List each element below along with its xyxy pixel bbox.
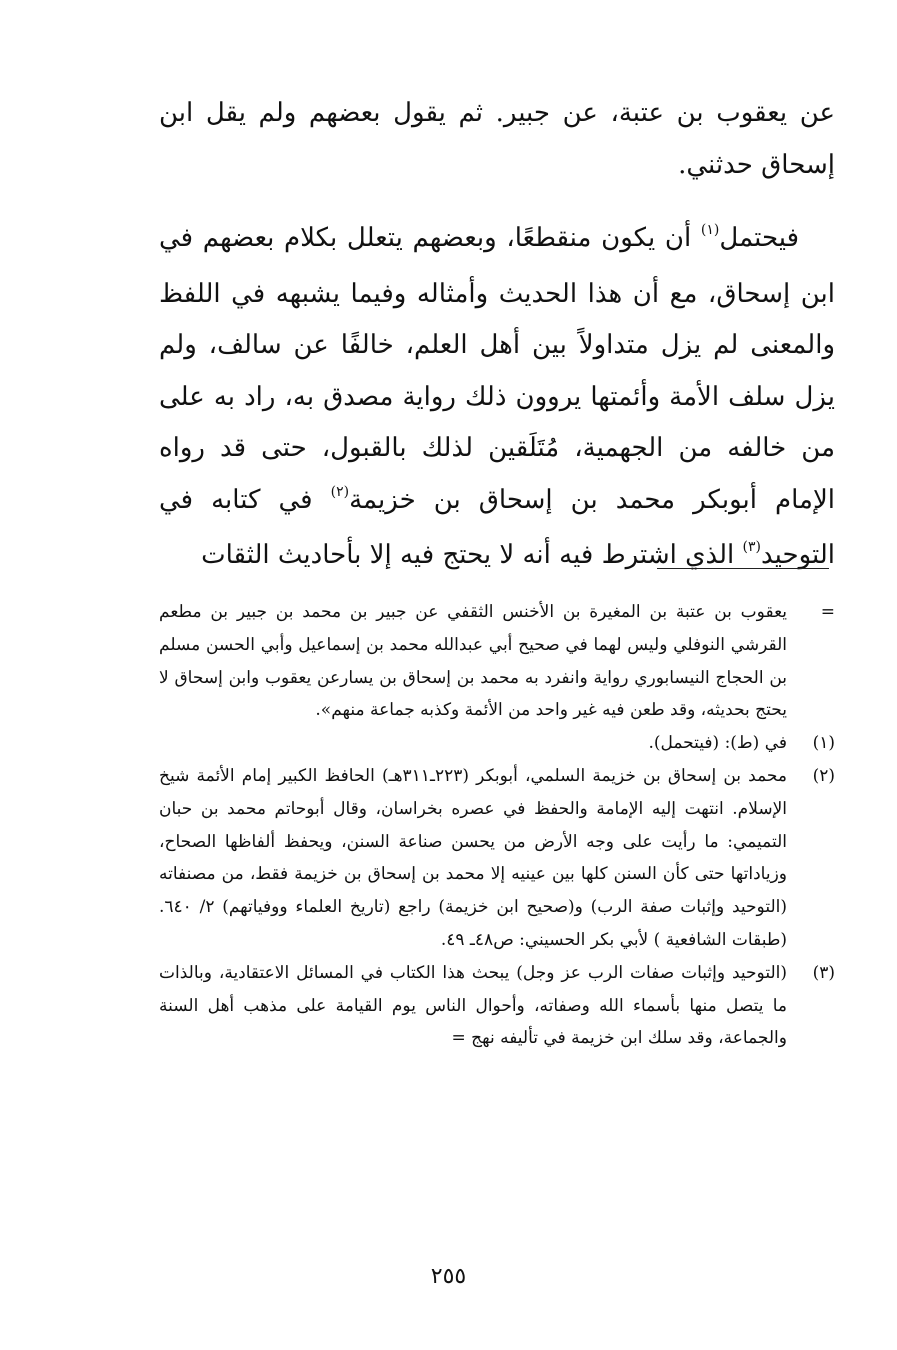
footnotes [159,596,835,1055]
footnote-text: يعقوب بن عتبة بن المغيرة بن الأخنس الثقفي عن جبير بن محمد بن جبير بن مطعم القرشي النوفلي وليس لهما في صحيح أبي عبدالله محمد بن إسماعيل وأبي الحسن مسلم بن الحجاج النيسابوري رواية وانفرد به محمد بن إسحاق بن يسارعن يعقوب وابن إسحاق لا يحتج بحديثه، وقد طعن فيه غير واحد من الأئمة وكذبه جماعة منهم». [159,602,787,721]
footnote-ref-1[interactable]: (١) [700,222,720,238]
paragraph-2-text-c: في كتابه في التوحيد [159,484,835,570]
footnote-text: (التوحيد وإثبات صفات الرب عز وجل) يبحث هذا الكتاب في المسائل الاعتقادية، وبالذات ما يتصل منها بأسماء الله وصفاته، وأحوال الناس يوم القيامة على مذهب أهل السنة والجماعة، وقد سلك ابن خزيمة في تأليفه نهج = [159,962,787,1049]
main-text [159,88,835,586]
footnote-text: في (ط): (فيتحمل). [648,733,787,754]
footnote-2 [159,760,835,957]
footnote-text: محمد بن إسحاق بن خزيمة السلمي، أبوبكر (٢٢٣ـ٣١١هـ) الحافظ الكبير إمام الأئمة شيخ الإسلام. انتهت إليه الإمامة والحفظ في عصره بخراسان، وقال أبوحاتم محمد بن حبان التميمي: ما رأيت على وجه الأرض من يحسن صناعة السنن، ويحفظ ألفاظها الصحاح، وزياداتها حتى كأن السنن كلها بين عينيه إلا محمد بن إسحاق بن خزيمة فقط، من مصنفاته (التوحيد وإثبات صفة الرب) و(صحيح ابن خزيمة) راجع (تاريخ العلماء ووفياتهم) ٢/ ٦٤٠. (طبقات الشافعية ) لأبي بكر الحسيني: ص٤٨ـ ٤٩. [159,765,787,950]
paragraph-2-text-d: الذي اشترط فيه أنه لا يحتج فيه إلا بأحاديث الثقات [201,540,743,570]
footnote-marker: (١) [812,733,835,754]
footnote-separator [657,568,829,569]
footnote-marker: (٢) [812,765,835,786]
paragraph-2-text-b: أن يكون منقطعًا، وبعضهم يتعلل بكلام بعضهم في ابن إسحاق، مع أن هذا الحديث وأمثاله وفيما يشبهه في اللفظ والمعنى لم يزل متداولاً بين أهل العلم، خالفًا عن سالف، ولم يزل سلف الأمة وأئمتها يروون ذلك رواية مصدق به، راد به على من خالفه من الجهمية، مُتَلَقين لذلك بالقبول، حتى قد رواه الإمام أبوبكر محمد بن إسحاق بن خزيمة [159,223,835,515]
footnote-3 [159,957,835,1055]
paragraph-2-text-a: فيحتمل [719,223,799,253]
page-number: ٢٥٥ [430,1264,467,1289]
paragraph-1-text: عن يعقوب بن عتبة، عن جبير. ثم يقول بعضهم ولم يقل ابن إسحاق حدثني. [159,98,835,180]
footnote-1 [159,727,835,760]
paragraph-2 [159,213,835,586]
paragraph-1 [159,88,835,191]
footnote-ref-2[interactable]: (٢) [330,483,350,500]
footnote-marker: = [820,602,835,622]
footnote-marker: (٣) [812,962,835,983]
footnote-ref-3[interactable]: (٣) [742,539,761,555]
footnote-continued [159,596,835,727]
